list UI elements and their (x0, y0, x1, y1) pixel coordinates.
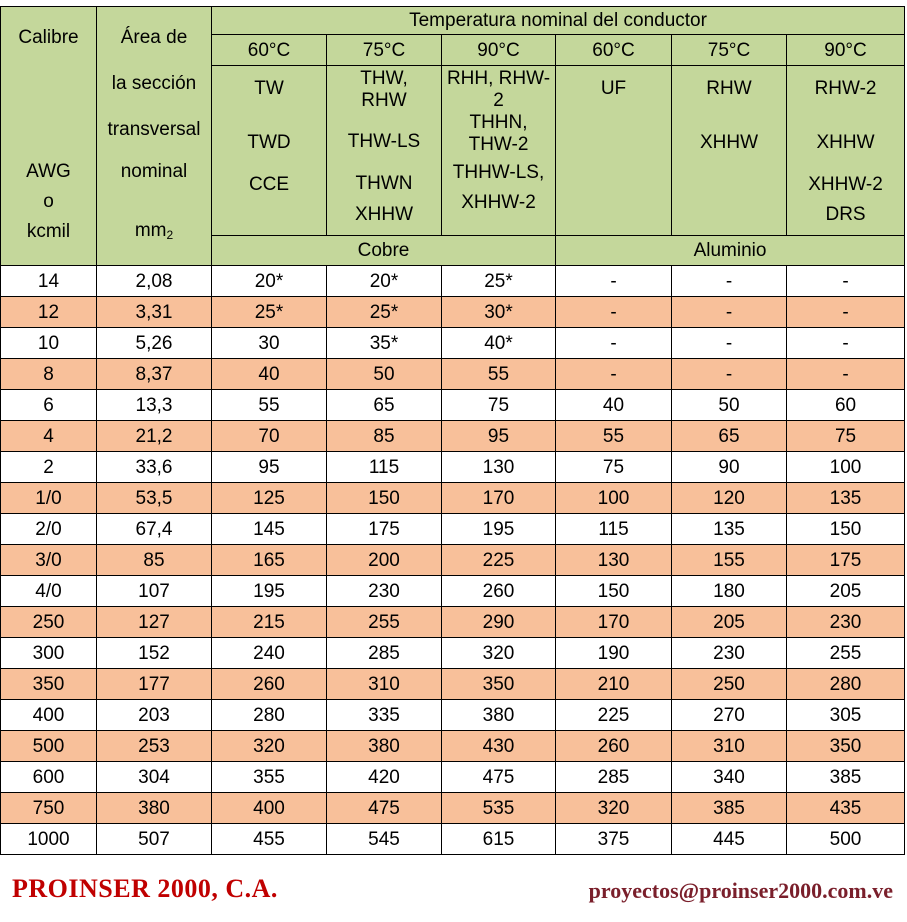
calibre-cell: 1/0 (1, 483, 97, 514)
ampacity-cell: 125 (212, 483, 327, 514)
ampacity-cell: 270 (672, 700, 787, 731)
ampacity-cell: 190 (556, 638, 672, 669)
area-cell: 107 (97, 576, 212, 607)
types-al-75 (672, 66, 787, 236)
ampacity-cell: 150 (556, 576, 672, 607)
ampacity-cell: 320 (212, 731, 327, 762)
type-xhhw-al90: XHHW (816, 132, 875, 153)
ampacity-cell: 60 (787, 390, 905, 421)
calibre-cell: 1000 (1, 824, 97, 855)
area-line-3: transversal (107, 119, 201, 140)
ampacity-cell: 120 (672, 483, 787, 514)
ampacity-cell: 240 (212, 638, 327, 669)
kcmil-label: kcmil (26, 221, 71, 242)
temp-cu-60: 60°C (212, 35, 327, 66)
table-row (1, 762, 905, 793)
ampacity-cell: 385 (787, 762, 905, 793)
ampacity-cell: 615 (442, 824, 556, 855)
contact-email: proyectos@proinser2000.com.ve (588, 878, 893, 903)
area-cell: 304 (97, 762, 212, 793)
ampacity-cell: 535 (442, 793, 556, 824)
ampacity-cell: 350 (787, 731, 905, 762)
table-row (1, 514, 905, 545)
type-thhw-ls: THHW-LS, (452, 162, 545, 183)
ampacity-cell: - (556, 297, 672, 328)
ampacity-cell: 320 (556, 793, 672, 824)
ampacity-cell: 260 (442, 576, 556, 607)
ampacity-cell: 455 (212, 824, 327, 855)
ampacity-cell: 40 (212, 359, 327, 390)
calibre-cell: 250 (1, 607, 97, 638)
table-row (1, 359, 905, 390)
area-line-1: Área de (120, 27, 188, 48)
area-cell: 85 (97, 545, 212, 576)
types-cu-75 (327, 66, 442, 236)
ampacity-cell: 205 (787, 576, 905, 607)
table-row (1, 669, 905, 700)
type-thw-ls: THW-LS (347, 131, 421, 152)
calibre-cell: 3/0 (1, 545, 97, 576)
area-cell: 177 (97, 669, 212, 700)
ampacity-cell: 280 (787, 669, 905, 700)
ampacity-cell: 355 (212, 762, 327, 793)
ampacity-cell: 320 (442, 638, 556, 669)
type-thwn: THWN (355, 173, 413, 194)
ampacity-cell: 545 (327, 824, 442, 855)
ampacity-cell: 50 (327, 359, 442, 390)
area-line-4: nominal (120, 161, 188, 182)
types-al-60 (556, 66, 672, 236)
type-rhw-2-al: RHW-2 (814, 78, 877, 99)
ampacity-cell: 475 (442, 762, 556, 793)
ampacity-cell: 25* (212, 297, 327, 328)
ampacity-cell: 55 (556, 421, 672, 452)
ampacity-cell: 230 (327, 576, 442, 607)
temp-al-75: 75°C (672, 35, 787, 66)
type-thw: THW, (360, 68, 408, 89)
company-name: PROINSER 2000, C.A. (12, 874, 278, 903)
table-row (1, 328, 905, 359)
types-cu-90 (442, 66, 556, 236)
temp-cu-90: 90°C (442, 35, 556, 66)
calibre-cell: 750 (1, 793, 97, 824)
ampacity-cell: 150 (327, 483, 442, 514)
ampacity-cell: 50 (672, 390, 787, 421)
area-cell: 127 (97, 607, 212, 638)
ampacity-cell: 195 (442, 514, 556, 545)
calibre-cell: 400 (1, 700, 97, 731)
calibre-cell: 2/0 (1, 514, 97, 545)
area-cell: 13,3 (97, 390, 212, 421)
area-unit-exponent: 2 (166, 228, 174, 242)
table-row (1, 545, 905, 576)
ampacity-cell: 175 (787, 545, 905, 576)
type-xhhw-cu: XHHW (354, 204, 414, 225)
ampacity-cell: 55 (442, 359, 556, 390)
ampacity-cell: 155 (672, 545, 787, 576)
ampacity-cell: 310 (327, 669, 442, 700)
type-rhw-2-suffix: 2 (493, 90, 504, 111)
area-line-2: la sección (111, 73, 197, 94)
area-cell: 380 (97, 793, 212, 824)
ampacity-cell: 225 (556, 700, 672, 731)
ampacity-cell: 90 (672, 452, 787, 483)
table-row (1, 576, 905, 607)
table-row (1, 452, 905, 483)
ampacity-cell: - (556, 328, 672, 359)
aluminio-label: Aluminio (556, 236, 905, 266)
ampacity-cell: 55 (212, 390, 327, 421)
type-xhhw-2-cu: XHHW-2 (461, 192, 536, 213)
types-cu-60 (212, 66, 327, 236)
ampacity-cell: 420 (327, 762, 442, 793)
type-tw: TW (254, 78, 284, 99)
ampacity-cell: 475 (327, 793, 442, 824)
ampacity-cell: 225 (442, 545, 556, 576)
ampacity-cell: 115 (327, 452, 442, 483)
ampacity-cell: 75 (787, 421, 905, 452)
type-thhn: THHN, (469, 112, 528, 133)
calibre-cell: 12 (1, 297, 97, 328)
ampacity-cell: 350 (442, 669, 556, 700)
ampacity-cell: - (556, 266, 672, 297)
area-cell: 2,08 (97, 266, 212, 297)
ampacity-cell: 335 (327, 700, 442, 731)
calibre-cell: 6 (1, 390, 97, 421)
o-label: o (43, 191, 54, 212)
temp-al-90: 90°C (787, 35, 905, 66)
area-cell: 53,5 (97, 483, 212, 514)
ampacity-cell: 260 (212, 669, 327, 700)
table-row (1, 483, 905, 514)
ampacity-cell: 385 (672, 793, 787, 824)
ampacity-cell: - (672, 328, 787, 359)
ampacity-cell: 130 (442, 452, 556, 483)
ampacity-cell: 285 (556, 762, 672, 793)
area-cell: 3,31 (97, 297, 212, 328)
ampacity-cell: 85 (327, 421, 442, 452)
temp-cu-75: 75°C (327, 35, 442, 66)
table-row (1, 266, 905, 297)
table-row (1, 824, 905, 855)
calibre-cell: 10 (1, 328, 97, 359)
area-cell: 8,37 (97, 359, 212, 390)
ampacity-cell: 150 (787, 514, 905, 545)
ampacity-cell: 20* (327, 266, 442, 297)
table-row (1, 793, 905, 824)
area-cell: 33,6 (97, 452, 212, 483)
table-row (1, 607, 905, 638)
ampacity-cell: 305 (787, 700, 905, 731)
ampacity-cell: 40 (556, 390, 672, 421)
cobre-label: Cobre (212, 236, 556, 266)
ampacity-cell: - (787, 297, 905, 328)
ampacity-cell: 70 (212, 421, 327, 452)
ampacity-cell: 430 (442, 731, 556, 762)
table-row (1, 297, 905, 328)
ampacity-cell: 30 (212, 328, 327, 359)
calibre-cell: 300 (1, 638, 97, 669)
ampacity-cell: 255 (327, 607, 442, 638)
ampacity-cell: 115 (556, 514, 672, 545)
ampacity-cell: 75 (442, 390, 556, 421)
ampacity-cell: 400 (212, 793, 327, 824)
ampacity-cell: 135 (787, 483, 905, 514)
ampacity-cell: 145 (212, 514, 327, 545)
type-twd: TWD (247, 132, 291, 153)
ampacity-cell: - (787, 328, 905, 359)
calibre-label: Calibre (18, 27, 79, 48)
ampacity-cell: - (672, 266, 787, 297)
calibre-cell: 14 (1, 266, 97, 297)
table-row (1, 421, 905, 452)
calibre-cell: 4 (1, 421, 97, 452)
ampacity-cell: 95 (212, 452, 327, 483)
ampacity-cell: - (787, 266, 905, 297)
type-xhhw-al: XHHW (699, 132, 759, 153)
temp-title: Temperatura nominal del conductor (212, 7, 905, 35)
ampacity-cell: 290 (442, 607, 556, 638)
ampacity-cell: 30* (442, 297, 556, 328)
ampacity-cell: 180 (672, 576, 787, 607)
ampacity-cell: 65 (327, 390, 442, 421)
ampacity-cell: 380 (327, 731, 442, 762)
ampacity-cell: 230 (787, 607, 905, 638)
ampacity-cell: 20* (212, 266, 327, 297)
ampacity-cell: 375 (556, 824, 672, 855)
area-cell: 253 (97, 731, 212, 762)
ampacity-cell: 435 (787, 793, 905, 824)
ampacity-cell: - (787, 359, 905, 390)
calibre-cell: 500 (1, 731, 97, 762)
ampacity-cell: 100 (787, 452, 905, 483)
table-row (1, 638, 905, 669)
type-cce: CCE (248, 174, 290, 195)
type-rhw: RHW (361, 90, 407, 111)
table-row (1, 390, 905, 421)
calibre-cell: 350 (1, 669, 97, 700)
ampacity-cell: 195 (212, 576, 327, 607)
temp-al-60: 60°C (556, 35, 672, 66)
ampacity-cell: 65 (672, 421, 787, 452)
ampacity-cell: 170 (442, 483, 556, 514)
ampacity-cell: 210 (556, 669, 672, 700)
ampacity-cell: 215 (212, 607, 327, 638)
awg-label: AWG (26, 161, 71, 182)
area-unit: mm (134, 220, 167, 241)
ampacity-cell: 25* (327, 297, 442, 328)
ampacity-cell: 175 (327, 514, 442, 545)
table-row (1, 700, 905, 731)
ampacity-cell: 40* (442, 328, 556, 359)
ampacity-cell: 25* (442, 266, 556, 297)
type-rhh-rhw: RHH, RHW- (446, 68, 551, 89)
ampacity-cell: 170 (556, 607, 672, 638)
type-rhw-al: RHW (706, 78, 752, 99)
ampacity-cell: 280 (212, 700, 327, 731)
area-cell: 21,2 (97, 421, 212, 452)
ampacity-cell: 130 (556, 545, 672, 576)
area-cell: 5,26 (97, 328, 212, 359)
calibre-cell: 4/0 (1, 576, 97, 607)
ampacity-cell: 260 (556, 731, 672, 762)
area-header (97, 7, 212, 266)
ampacity-table (0, 6, 905, 855)
ampacity-cell: 285 (327, 638, 442, 669)
ampacity-cell: 75 (556, 452, 672, 483)
ampacity-cell: 500 (787, 824, 905, 855)
table-row (1, 731, 905, 762)
area-cell: 152 (97, 638, 212, 669)
calibre-cell: 8 (1, 359, 97, 390)
ampacity-cell: - (556, 359, 672, 390)
type-drs: DRS (825, 204, 866, 225)
ampacity-cell: 95 (442, 421, 556, 452)
ampacity-cell: 340 (672, 762, 787, 793)
calibre-cell: 2 (1, 452, 97, 483)
area-cell: 67,4 (97, 514, 212, 545)
ampacity-cell: 200 (327, 545, 442, 576)
ampacity-cell: 255 (787, 638, 905, 669)
ampacity-cell: 380 (442, 700, 556, 731)
types-al-90 (787, 66, 905, 236)
ampacity-cell: 100 (556, 483, 672, 514)
ampacity-cell: 135 (672, 514, 787, 545)
ampacity-cell: 35* (327, 328, 442, 359)
ampacity-cell: 250 (672, 669, 787, 700)
ampacity-cell: 445 (672, 824, 787, 855)
ampacity-cell: 310 (672, 731, 787, 762)
ampacity-cell: 205 (672, 607, 787, 638)
calibre-cell: 600 (1, 762, 97, 793)
ampacity-cell: 230 (672, 638, 787, 669)
type-xhhw-2-al: XHHW-2 (808, 174, 883, 195)
type-thw-2: THW-2 (468, 134, 529, 155)
type-uf: UF (600, 78, 627, 99)
area-cell: 507 (97, 824, 212, 855)
area-cell: 203 (97, 700, 212, 731)
calibre-header (1, 7, 97, 266)
ampacity-cell: - (672, 297, 787, 328)
ampacity-cell: - (672, 359, 787, 390)
ampacity-cell: 165 (212, 545, 327, 576)
